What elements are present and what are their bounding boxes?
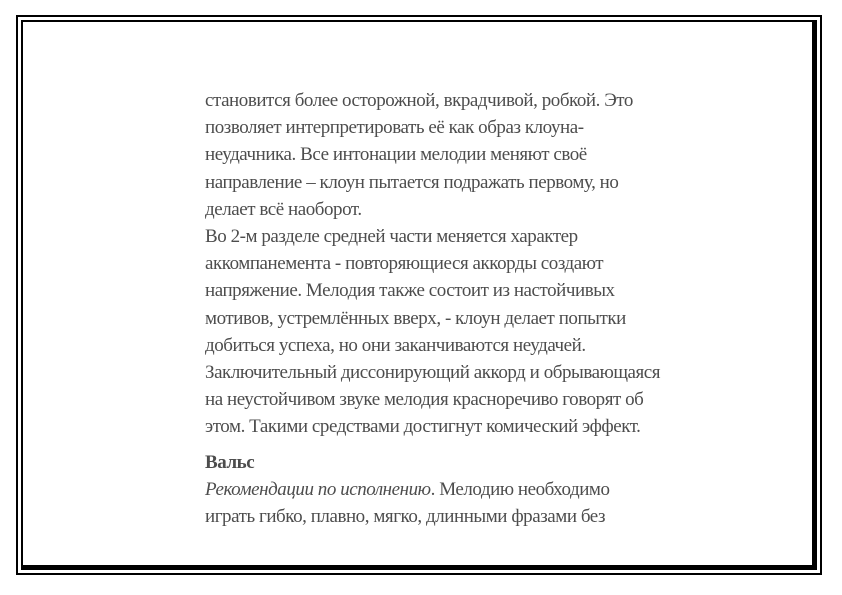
text-line: Заключительный диссонирующий аккорд и обрывающаяся — [205, 362, 661, 384]
text-line: аккомпанемента - повторяющиеся аккорды создают — [205, 253, 604, 275]
text-line: добиться успеха, но они заканчиваются неудачей. — [205, 334, 586, 356]
text-line: делает всё наоборот. — [205, 198, 362, 220]
text-line: позволяет интерпретировать её как образ клоуна- — [205, 117, 584, 139]
recommendation-label: Рекомендации по исполнению — [205, 478, 431, 500]
text-line: Во 2-м разделе средней части меняется характер — [205, 226, 578, 248]
section-heading: Вальс — [205, 451, 255, 473]
text-line: напряжение. Мелодия также состоит из настойчивых — [205, 280, 615, 302]
text-line: на неустойчивом звуке мелодия красноречиво говорят об — [205, 389, 644, 411]
text-line: неудачника. Все интонации мелодии меняют своё — [205, 144, 587, 166]
text-line: этом. Такими средствами достигнут комический эффект. — [205, 416, 641, 438]
text-line: играть гибко, плавно, мягко, длинными фразами без — [205, 506, 606, 528]
recommendation-text: . Мелодию необходимо — [430, 478, 610, 500]
text-line: направление – клоун пытается подражать первому, но — [205, 171, 619, 193]
document-body — [205, 87, 725, 530]
recommendation-line — [205, 476, 725, 503]
text-line: мотивов, устремлённых вверх, - клоун делает попытки — [205, 307, 626, 329]
text-line: становится более осторожной, вкрадчивой, робкой. Это — [205, 90, 633, 111]
